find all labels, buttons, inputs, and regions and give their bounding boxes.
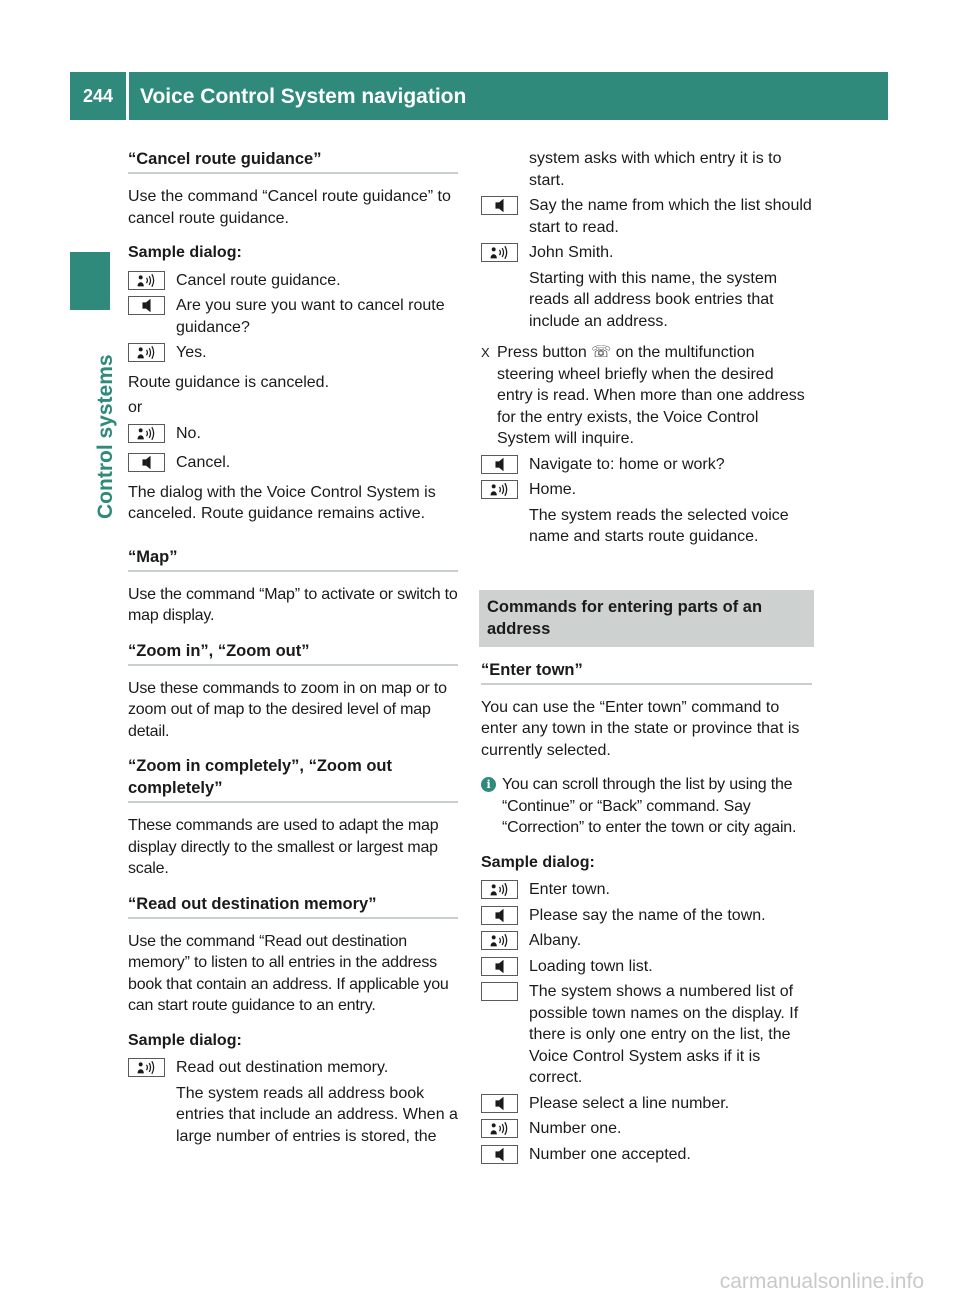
dialog-line-user: Yes. bbox=[128, 342, 458, 364]
voice-speaker-icon bbox=[128, 424, 165, 443]
dialog-line-user: Albany. bbox=[481, 930, 812, 952]
dialog-continuation: The system reads all address book entries that include an address. When a large number of entries is stored, the bbox=[176, 1084, 458, 1145]
system-response-icon bbox=[481, 906, 518, 925]
section-title-enter-town: “Enter town” bbox=[481, 659, 812, 685]
dialog-line-system: Number one accepted. bbox=[481, 1144, 812, 1166]
sample-dialog-label: Sample dialog: bbox=[481, 853, 595, 871]
voice-speaker-icon bbox=[128, 271, 165, 290]
system-response-icon bbox=[481, 957, 518, 976]
dialog-line-system: Please say the name of the town. bbox=[481, 905, 812, 927]
page-title: Voice Control System navigation bbox=[140, 85, 467, 108]
header-divider bbox=[126, 72, 129, 120]
dialog-line-system: Are you sure you want to cancel route guidance? bbox=[128, 295, 458, 338]
paragraph: The dialog with the Voice Control System is canceled. Route guidance remains active. bbox=[128, 483, 436, 522]
section-title-map: “Map” bbox=[128, 546, 458, 572]
sample-dialog-label: Sample dialog: bbox=[128, 244, 242, 261]
dialog-continuation: system asks with which entry it is to start. bbox=[529, 150, 782, 189]
system-response-icon bbox=[481, 1094, 518, 1113]
display-icon bbox=[481, 982, 518, 1001]
dialog-line-system: Cancel. bbox=[128, 452, 458, 474]
section-heading-shaded: Commands for entering parts of an address bbox=[479, 590, 814, 647]
dialog-continuation: Starting with this name, the system reads all address book entries that include an address. bbox=[529, 269, 778, 330]
action-bullet: X Press button ☏ on the multifunction steering wheel briefly when the desired entry is read. When more than one address for the entry exists, the Voice Control System will inquire. bbox=[481, 342, 812, 450]
page-header bbox=[70, 72, 888, 120]
voice-speaker-icon bbox=[481, 880, 518, 899]
paragraph: Use the command “Map” to activate or switch to map display. bbox=[128, 585, 458, 624]
phone-button-icon: ☏ bbox=[591, 344, 612, 361]
dialog-line-user: John Smith. bbox=[481, 242, 812, 264]
dialog-line-user: No. bbox=[128, 423, 458, 445]
dialog-line-user: Cancel route guidance. bbox=[128, 270, 458, 292]
right-column bbox=[481, 148, 812, 1169]
left-column bbox=[128, 148, 458, 1151]
voice-speaker-icon bbox=[481, 1119, 518, 1138]
voice-speaker-icon bbox=[128, 343, 165, 362]
dialog-continuation: The system reads the selected voice name and starts route guidance. bbox=[529, 506, 789, 545]
page-number: 244 bbox=[82, 86, 114, 106]
dialog-line-system: Loading town list. bbox=[481, 956, 812, 978]
paragraph: Use the command “Read out destination memory” to listen to all entries in the address book that contain an address. If applicable you can start route guidance to an entry. bbox=[128, 932, 449, 1014]
info-icon: i bbox=[481, 777, 496, 792]
dialog-line-user: Number one. bbox=[481, 1118, 812, 1140]
voice-speaker-icon bbox=[481, 480, 518, 499]
paragraph-or: or bbox=[128, 399, 143, 416]
paragraph: These commands are used to adapt the map display directly to the smallest or largest map scale. bbox=[128, 817, 439, 877]
system-response-icon bbox=[481, 1145, 518, 1164]
dialog-line-display: The system shows a numbered list of possible town names on the display. If there is only one entry on the list, the Voice Control System asks if it is correct. bbox=[481, 981, 812, 1089]
dialog-line-user: Read out destination memory. bbox=[128, 1057, 458, 1079]
system-response-icon bbox=[481, 455, 518, 474]
voice-speaker-icon bbox=[128, 1058, 165, 1077]
info-note: i You can scroll through the list by using the “Continue” or “Back” command. Say “Correction” to enter the town or city again. bbox=[481, 774, 812, 839]
paragraph: Route guidance is canceled. bbox=[128, 373, 330, 391]
paragraph: You can use the “Enter town” command to enter any town in the state or province that is currently selected. bbox=[481, 698, 800, 759]
voice-speaker-icon bbox=[481, 931, 518, 950]
voice-speaker-icon bbox=[481, 243, 518, 262]
dialog-line-system: Navigate to: home or work? bbox=[481, 454, 812, 476]
watermark: carmanualsonline.info bbox=[719, 1270, 924, 1293]
system-response-icon bbox=[128, 296, 165, 315]
dialog-line-user: Enter town. bbox=[481, 879, 812, 901]
dialog-line-system: Say the name from which the list should start to read. bbox=[481, 195, 812, 238]
paragraph: Use the command “Cancel route guidance” to cancel route guidance. bbox=[128, 188, 451, 227]
system-response-icon bbox=[481, 196, 518, 215]
section-title-cancel-route: “Cancel route guidance” bbox=[128, 148, 458, 174]
dialog-line-user: Home. bbox=[481, 479, 812, 501]
side-tab-marker bbox=[70, 252, 110, 310]
section-title-read-out: “Read out destination memory” bbox=[128, 893, 458, 919]
dialog-line-system: Please select a line number. bbox=[481, 1093, 812, 1115]
system-response-icon bbox=[128, 453, 165, 472]
section-title-zoom: “Zoom in”, “Zoom out” bbox=[128, 640, 458, 666]
section-title-zoom-completely: “Zoom in completely”, “Zoom out completely” bbox=[128, 755, 458, 803]
side-tab-label: Control systems bbox=[94, 354, 117, 519]
paragraph: Use these commands to zoom in on map or to zoom out of map to the desired level of map detail. bbox=[128, 679, 447, 740]
sample-dialog-label: Sample dialog: bbox=[128, 1031, 242, 1049]
bullet-arrow-icon: X bbox=[481, 345, 490, 360]
